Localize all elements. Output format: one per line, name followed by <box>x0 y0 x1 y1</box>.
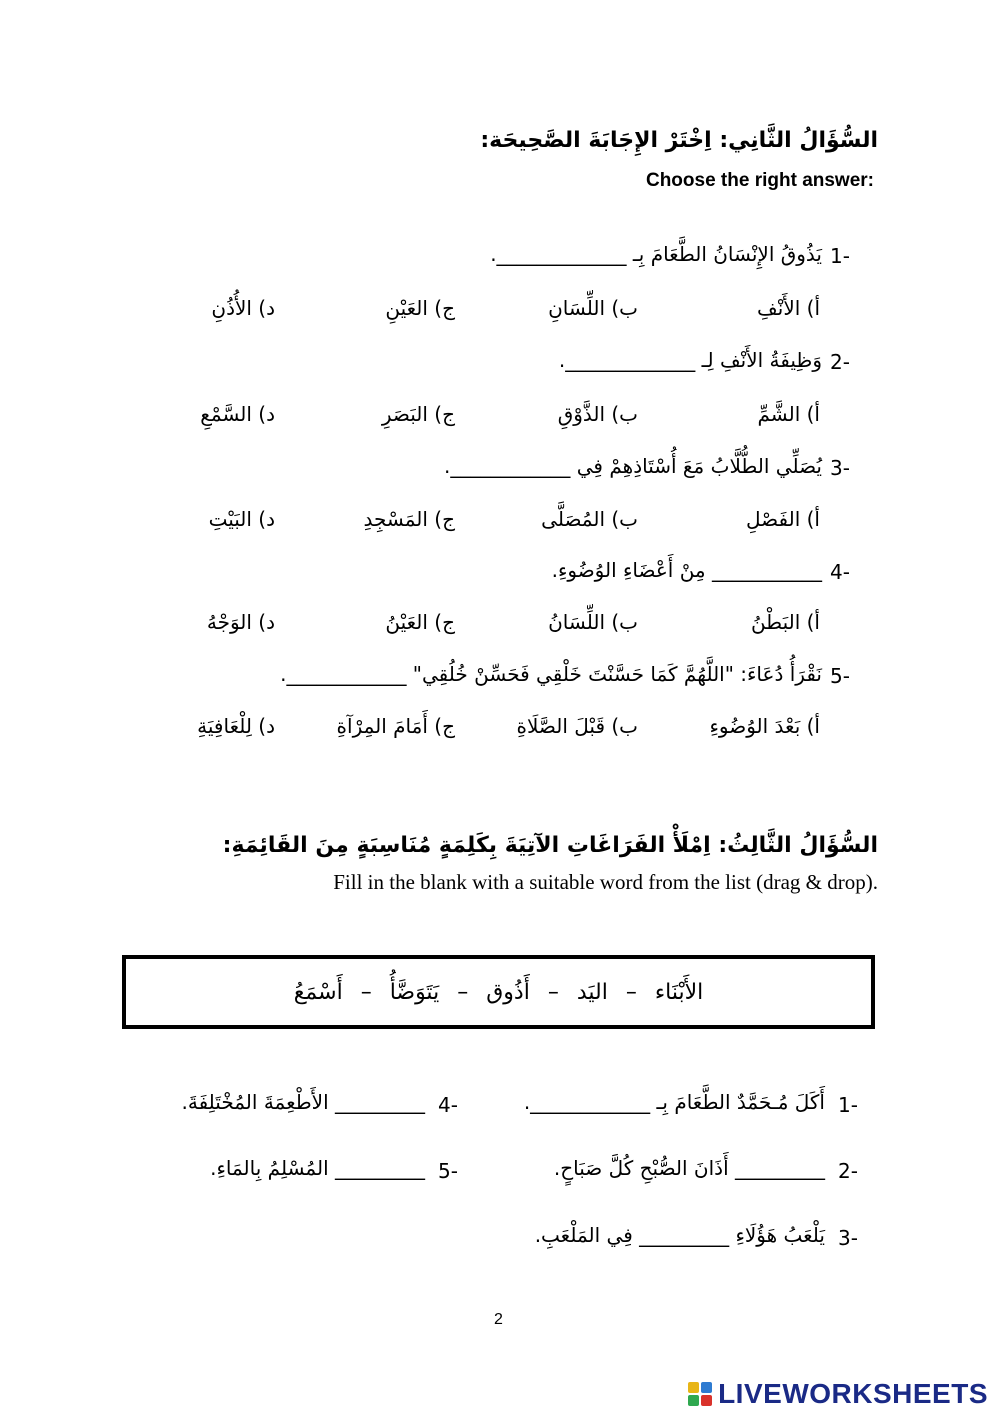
word-bank <box>122 955 875 1029</box>
option-d[interactable]: د) الوَجْهُ <box>206 610 275 634</box>
question-text: نَقْرَأُ دُعَاءَ: "اللَّهُمَّ كَمَا حَسَّنْتَ خَلْقِي فَحَسِّنْ خُلُقِي" ____________. <box>280 662 822 686</box>
sentence-number: 4- <box>438 1093 458 1117</box>
option-a[interactable]: أ) البَطْنُ <box>750 610 820 634</box>
brand-name: LIVEWORKSHEETS <box>718 1378 988 1409</box>
question-number: 3- <box>830 456 850 480</box>
sentence-number: 3- <box>838 1226 858 1250</box>
option-b[interactable]: ب) اللِّسَانُ <box>548 610 638 634</box>
question-text: يُصَلِّي الطُّلَّابُ مَعَ أُسْتَاذِهِمْ فِي ____________. <box>444 454 822 478</box>
word-bank-item[interactable]: الأَبْنَاء <box>654 979 704 1005</box>
word-separator: – <box>457 979 469 1005</box>
option-d[interactable]: د) الأُذُنِ <box>211 296 275 320</box>
question-number: 1- <box>830 244 850 268</box>
option-a[interactable]: أ) الأَنْفِ <box>757 296 820 320</box>
question-text: وَظِيفَةُ الأَنْفِ لِـ _____________. <box>558 348 822 372</box>
word-separator: – <box>360 979 372 1005</box>
question-text: ___________ مِنْ أَعْضَاءِ الوُضُوءِ. <box>551 558 822 582</box>
question-number: 4- <box>830 560 850 584</box>
option-a[interactable]: أ) الفَصْلِ <box>746 507 820 531</box>
sentence-text: _________ المُسْلِمُ بِالمَاءِ. <box>210 1156 425 1180</box>
option-c[interactable]: ج) العَيْنُ <box>385 610 455 634</box>
section3-title-ar: السُّؤَالُ الثَّالِثُ: اِمْلَأْ الفَرَاغَاتِ الآتِيَةَ بِكَلِمَةٍ مُنَاسِبَةٍ مِنَ القَائِمَةِ: <box>222 833 878 858</box>
sentence-text: أَكَلَ مُـحَمَّدٌ الطَّعَامَ بِـ ____________. <box>523 1090 825 1114</box>
option-a[interactable]: أ) الشَّمِّ <box>757 402 820 426</box>
section2-title-en: Choose the right answer: <box>645 170 874 191</box>
option-b[interactable]: ب) الذَّوْقِ <box>557 402 638 426</box>
section2-title-ar: السُّؤَالُ الثَّانِي: اِخْتَرْ الإِجَابَةَ الصَّحِيحَة: <box>480 128 878 153</box>
question-text: يَذُوقُ الإِنْسَانُ الطَّعَامَ بِـ _____________. <box>490 242 822 266</box>
question-number: 2- <box>830 350 850 374</box>
option-b[interactable]: ب) اللِّسَانِ <box>548 296 638 320</box>
option-c[interactable]: ج) أَمَامَ المِرْآةِ <box>336 714 455 738</box>
sentence-text: _________ أَذَانَ الصُّبْحِ كُلَّ صَبَاحٍ. <box>553 1156 825 1180</box>
option-c[interactable]: ج) العَيْنِ <box>385 296 455 320</box>
option-c[interactable]: ج) المَسْجِدِ <box>363 507 455 531</box>
option-c[interactable]: ج) البَصَرِ <box>381 402 455 426</box>
sentence-number: 5- <box>438 1159 458 1183</box>
word-bank-item[interactable]: يَتَوَضَّأُ <box>389 979 440 1005</box>
page-number: 2 <box>494 1311 503 1328</box>
word-bank-item[interactable]: أَسْمَعُ <box>293 979 343 1005</box>
option-b[interactable]: ب) المُصَلَّى <box>541 507 638 531</box>
sentence-number: 1- <box>838 1093 858 1117</box>
word-bank-item[interactable]: أَذُوق <box>486 979 530 1005</box>
section3-title-en: Fill in the blank with a suitable word from the list (drag & drop). <box>333 870 878 894</box>
option-d[interactable]: د) لِلْعَافِيَةِ <box>197 714 275 738</box>
option-d[interactable]: د) البَيْتِ <box>208 507 275 531</box>
word-separator: – <box>547 979 559 1005</box>
liveworksheets-icon <box>688 1382 712 1406</box>
sentence-text: يَلْعَبُ هَؤُلَاءِ _________ فِي المَلْعَبِ. <box>534 1223 825 1247</box>
option-d[interactable]: د) السَّمْعِ <box>200 402 275 426</box>
word-bank-item[interactable]: اليَد <box>576 979 608 1005</box>
question-number: 5- <box>830 664 850 688</box>
brand-logo[interactable] <box>688 1378 988 1410</box>
word-separator: – <box>625 979 637 1005</box>
sentence-text: _________ الأَطْعِمَةَ المُخْتَلِفَةَ. <box>181 1090 425 1114</box>
option-b[interactable]: ب) قَبْلَ الصَّلَاةِ <box>516 714 638 738</box>
option-a[interactable]: أ) بَعْدَ الوُضُوءِ <box>709 714 820 738</box>
sentence-number: 2- <box>838 1159 858 1183</box>
